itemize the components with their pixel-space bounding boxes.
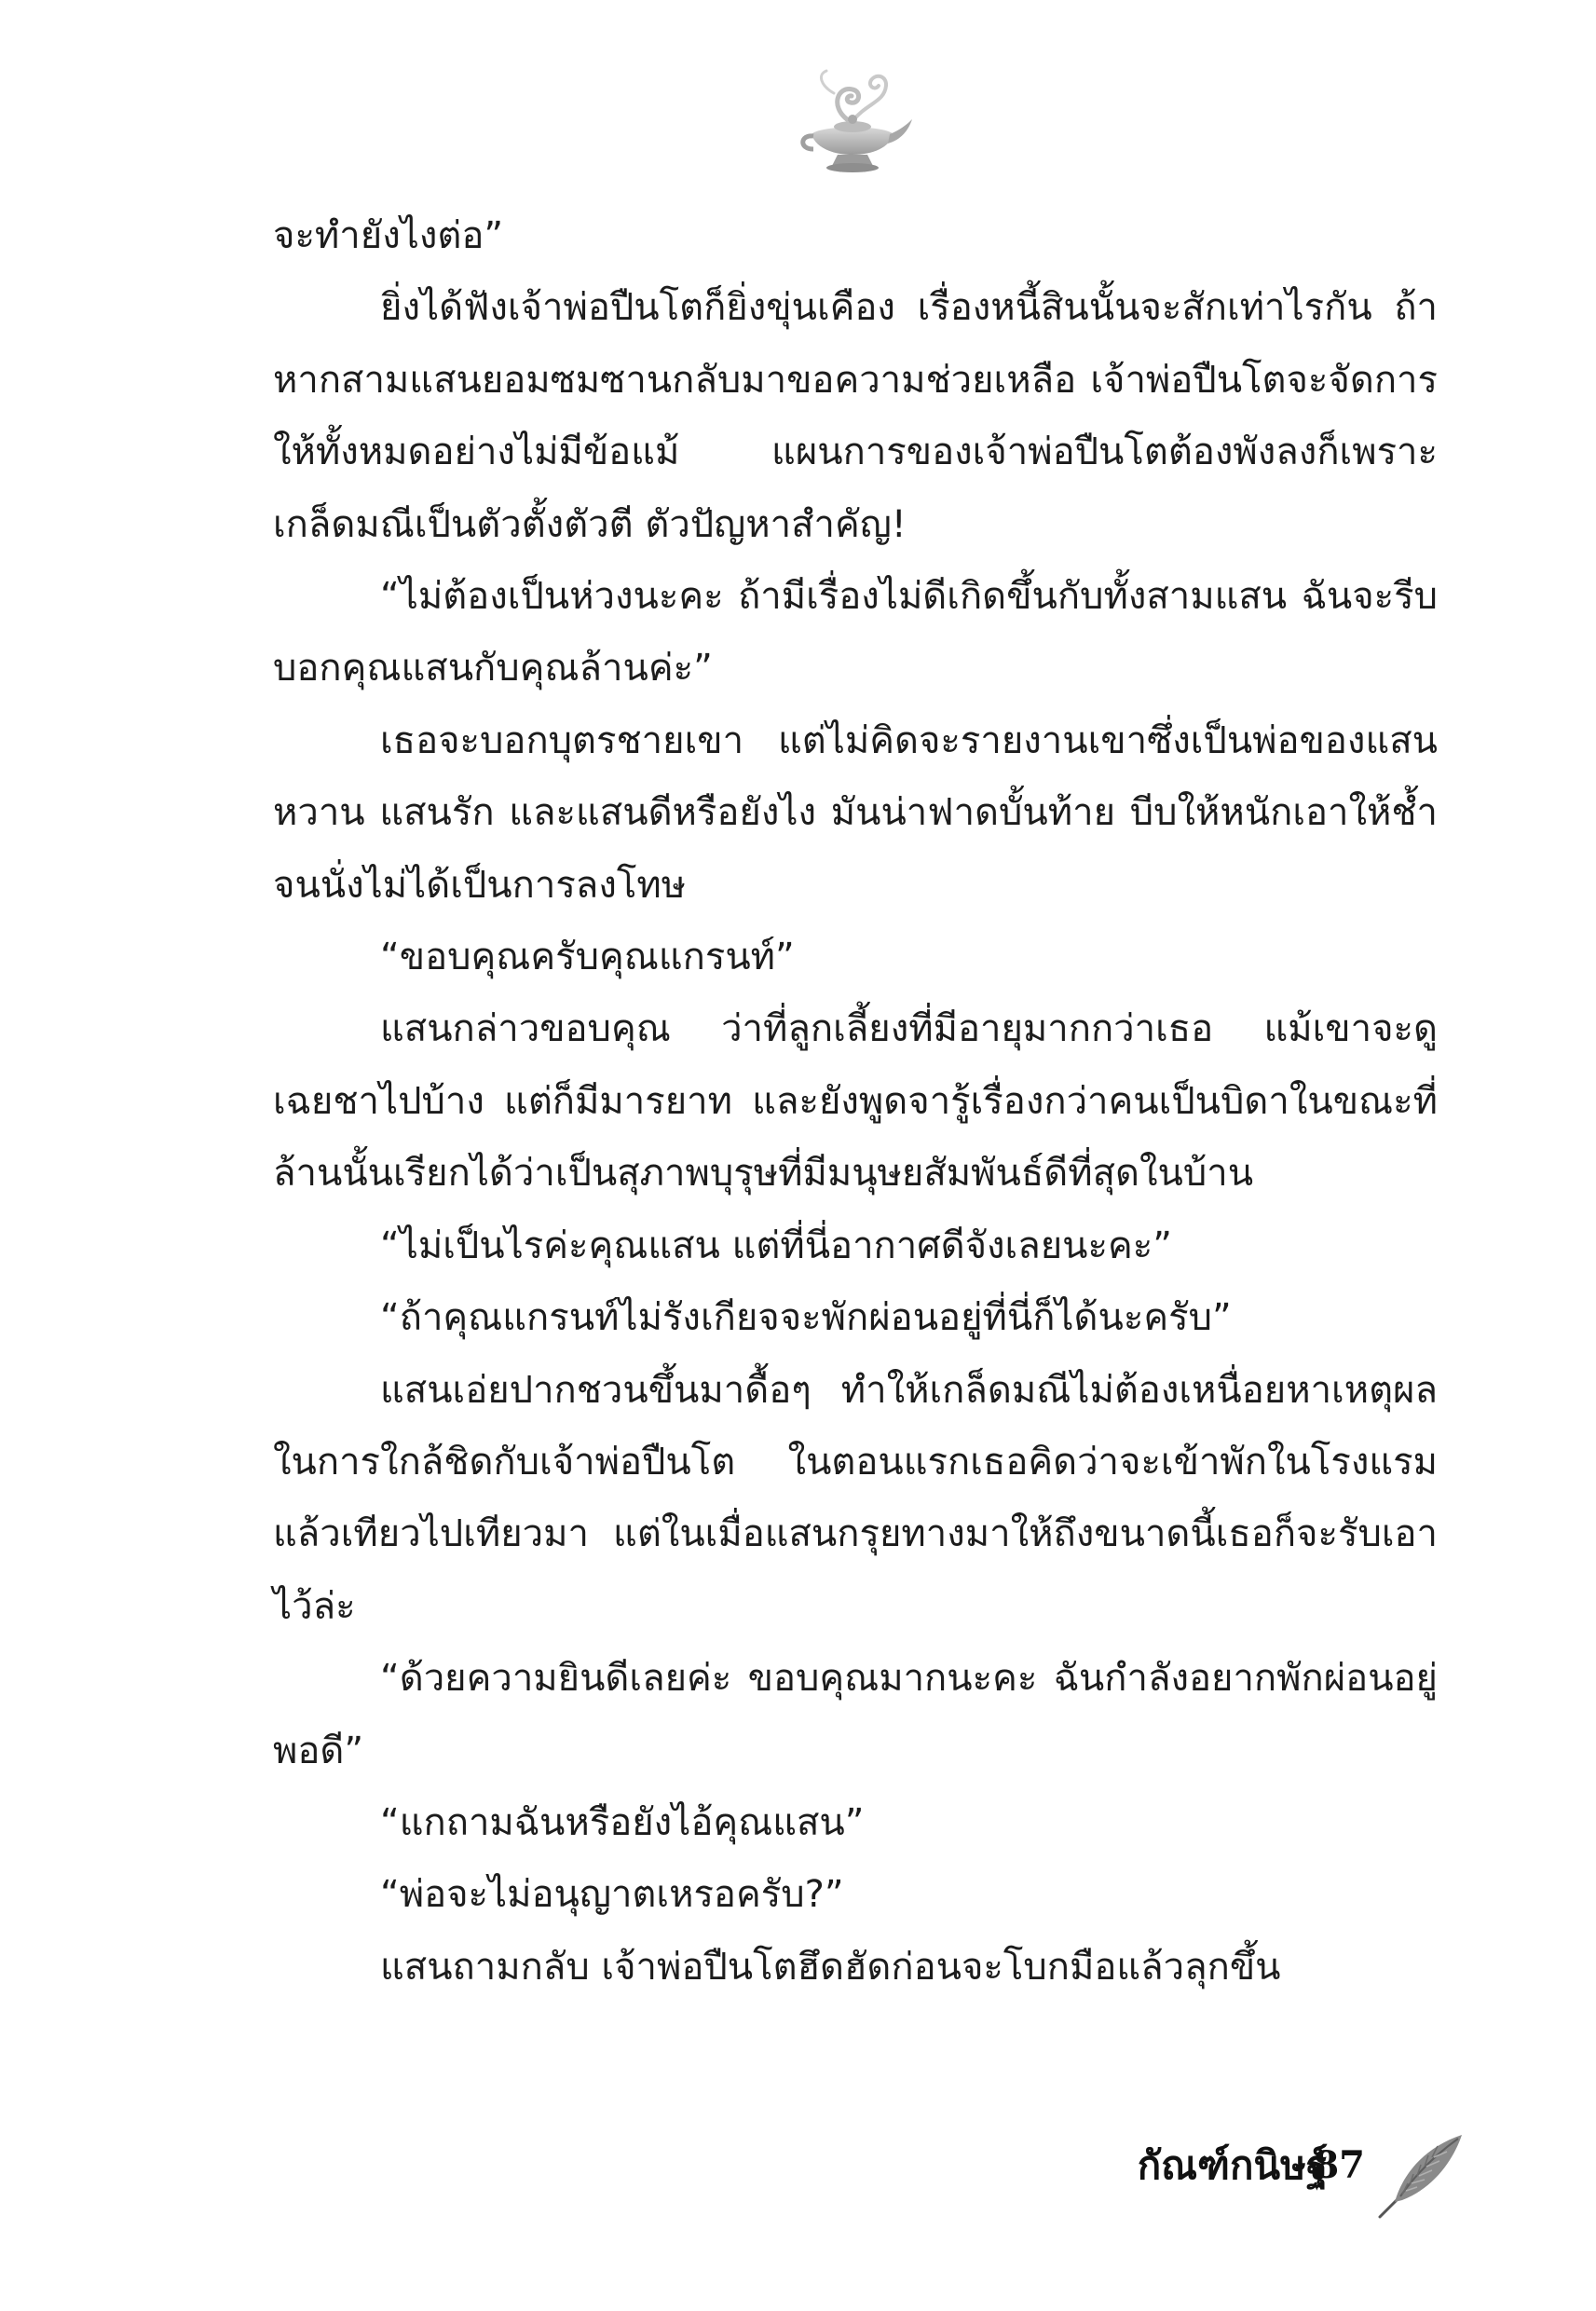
paragraph: ยิ่งได้ฟังเจ้าพ่อปืนโตก็ยิ่งขุ่นเคือง เรื่องหนี้สินนั้นจะสักเท่าไรกัน ถ้าหากสามแสนยอมซมซานกลับมาขอความช่วยเหลือ เจ้าพ่อปืนโตจะจัดการให้ทั้งหมดอย่างไม่มีข้อแม้ แผนการของเจ้าพ่อปืนโตต้องพังลงก็เพราะเกล็ดมณีเป็นตัวตั้งตัวตี ตัวปัญหาสำคัญ!: [273, 286, 1438, 546]
paragraph: แสนกล่าวขอบคุณ ว่าที่ลูกเลี้ยงที่มีอายุมากกว่าเธอ แม้เขาจะดูเฉยชาไปบ้าง แต่ก็มีมารยาท และยังพูดจารู้เรื่องกว่าคนเป็นบิดาในขณะที่ล้านนั้นเรียกได้ว่าเป็นสุภาพบุรุษที่มีมนุษยสัมพันธ์ดีที่สุดในบ้าน: [273, 1007, 1438, 1196]
paragraph: “ถ้าคุณแกรนท์ไม่รังเกียจจะพักผ่อนอยู่ที่นี่ก็ได้นะครับ”: [380, 1296, 1232, 1340]
paragraph: “แกถามฉันหรือยังไอ้คุณแสน”: [380, 1800, 865, 1844]
paragraph: “ขอบคุณครับคุณแกรนท์”: [380, 936, 795, 979]
paragraph: จะทำยังไงต่อ”: [273, 214, 504, 257]
paragraph: “ไม่ต้องเป็นห่วงนะคะ ถ้ามีเรื่องไม่ดีเกิดขึ้นกับทั้งสามแสน ฉันจะรีบบอกคุณแสนกับคุณล้านค่ะ”: [273, 575, 1438, 691]
paragraph: “ไม่เป็นไรค่ะคุณแสน แต่ที่นี่อากาศดีจังเลยนะคะ”: [380, 1224, 1172, 1267]
paragraph: แสนเอ่ยปากชวนขึ้นมาดื้อๆ ทำให้เกล็ดมณีไม่ต้องเหนื่อยหาเหตุผลในการใกล้ชิดกับเจ้าพ่อปืนโต ในตอนแรกเธอคิดว่าจะเข้าพักในโรงแรมแล้วเทียวไปเทียวมา แต่ในเมื่อแสนกรุยทางมาให้ถึงขนาดนี้เธอก็จะรับเอาไว้ล่ะ: [273, 1368, 1438, 1628]
genie-lamp-icon: [793, 65, 914, 177]
page-footer: [1076, 2129, 1467, 2232]
body-text: [273, 200, 1438, 2003]
paragraph: “พ่อจะไม่อนุญาตเหรอครับ?”: [380, 1873, 844, 1917]
book-title: กัณฑ์กนิษฐ์: [1137, 2142, 1328, 2188]
feather-quill-icon: [1374, 2129, 1467, 2222]
paragraph: แสนถามกลับ เจ้าพ่อปืนโตฮึดฮัดก่อนจะโบกมือแล้วลุกขึ้น: [380, 1945, 1281, 1989]
paragraph: “ด้วยความยินดีเลยค่ะ ขอบคุณมากนะคะ ฉันกำลังอยากพักผ่อนอยู่พอดี”: [273, 1657, 1438, 1772]
paragraph: เธอจะบอกบุตรชายเขา แต่ไม่คิดจะรายงานเขาซึ่งเป็นพ่อของแสนหวาน แสนรัก และแสนดีหรือยังไง มันน่าฟาดบั้นท้าย บีบให้หนักเอาให้ช้ำจนนั่งไม่ได้เป็นการลงโทษ: [273, 718, 1438, 907]
page-number: 87: [1313, 2143, 1365, 2187]
